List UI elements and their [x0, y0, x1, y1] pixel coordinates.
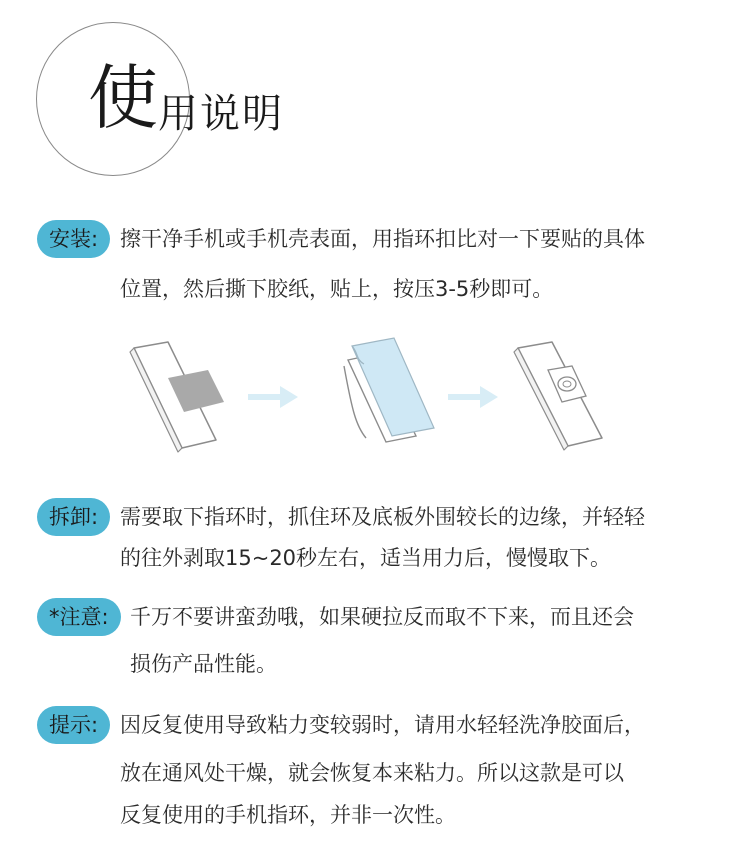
tip-line-2: 放在通风处干燥，就会恢复本来粘力。所以这款是可以 — [120, 761, 624, 785]
arrow-right-icon — [248, 386, 298, 408]
install-illustration — [120, 330, 620, 460]
tip-line-1: 因反复使用导致粘力变较弱时，请用水轻轻洗净胶面后， — [120, 713, 645, 737]
install-line-2: 位置，然后撕下胶纸，贴上，按压3-5秒即可。 — [120, 277, 554, 301]
remove-line-2: 的往外剥取15~20秒左右，适当用力后，慢慢取下。 — [120, 546, 612, 570]
title-first-char: 使 — [88, 57, 158, 139]
phone-with-sticker-icon — [130, 342, 224, 452]
arrow-right-icon — [448, 386, 498, 408]
page-title — [88, 58, 284, 138]
title-rest: 用说明 — [158, 91, 284, 137]
remove-tag: 拆卸: — [37, 498, 110, 536]
install-tag: 安装: — [37, 220, 110, 258]
caution-tag: *注意: — [37, 598, 121, 636]
remove-line-1: 需要取下指环时，抓住环及底板外围较长的边缘，并轻轻 — [120, 505, 645, 529]
caution-line-1: 千万不要讲蛮劲哦，如果硬拉反而取不下来，而且还会 — [130, 605, 634, 629]
install-line-1: 擦干净手机或手机壳表面，用指环扣比对一下要贴的具体 — [120, 227, 645, 251]
phone-with-ring-icon — [514, 342, 602, 450]
tip-line-3: 反复使用的手机指环，并非一次性。 — [120, 803, 456, 827]
caution-line-2: 损伤产品性能。 — [130, 652, 277, 676]
tip-tag: 提示: — [37, 706, 110, 744]
peel-film-icon — [344, 338, 434, 442]
